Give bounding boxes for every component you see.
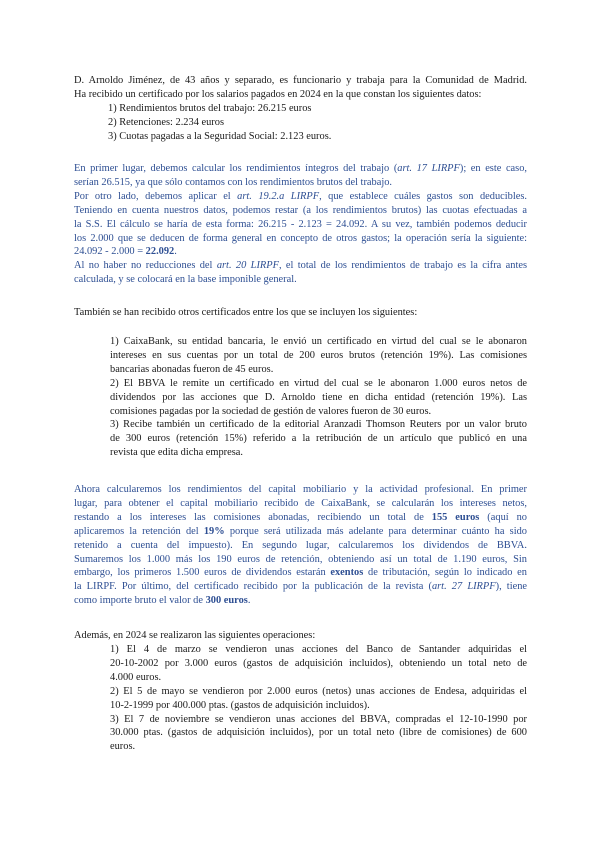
result-value: 22.092 — [145, 246, 175, 258]
list-item: intereses en sus cuentas por un total de 200 euros brutos (retención 19%). Las comisiones — [110, 349, 527, 361]
list-item: 1) El 4 de marzo se vendieron unas acciones del Banco de Santander adquiridas el — [110, 644, 527, 655]
text-line: la S.S. El cálculo se haría de esta forma: 26.215 - 2.123 = 24.092. A su vez, también podemos deducir — [74, 218, 527, 230]
text-line: como importe bruto el valor de 300 euros. — [74, 595, 251, 607]
law-reference: art. 27 LIRPF — [431, 581, 496, 593]
result-value: 19% — [203, 525, 225, 537]
result-value: 155 euros — [431, 511, 480, 523]
list-item: 3) Cuotas pagadas a la Seguridad Social: 2.123 euros. — [108, 130, 332, 142]
list-item: de 300 euros (retención 15%) referido a la retribución de un artículo que publicó en una — [110, 433, 527, 445]
list-item: comisiones pagadas por la sociedad de gestión de valores fueron de 30 euros. — [110, 405, 432, 417]
text-line: Al no haber no reducciones del art. 20 LIRPF, el total de los rendimientos de trabajo es la cifra antes — [74, 260, 527, 272]
text-line: En primer lugar, debemos calcular los rendimientos íntegros del trabajo (art. 17 LIRPF); en este caso, — [74, 163, 527, 174]
text-line: Por otro lado, debemos aplicar el art. 19.2.a LIRPF, que establece cuáles gastos son deducibles. — [74, 190, 527, 202]
list-item: 10-2-1999 por 400.000 ptas. (gastos de adquisición incluidos). — [110, 699, 370, 711]
list-item: bancarias abonadas fueron de 45 euros. — [110, 363, 274, 375]
text-line: 24.092 - 2.000 = 22.092. — [74, 246, 177, 258]
certificates-list — [74, 335, 527, 460]
list-item: revista que edita dicha empresa. — [110, 447, 243, 459]
law-reference: art. 17 LIRPF — [397, 163, 460, 174]
list-item: 4.000 euros. — [110, 671, 162, 683]
list-item: 2) El 5 de mayo se vendieron por 2.000 euros (netos) unas acciones de Endesa, adquiridas el — [110, 685, 527, 697]
result-value: 300 euros — [205, 595, 248, 607]
operations-list — [74, 643, 527, 754]
list-item: euros. — [110, 741, 136, 753]
text-line: aplicaremos la retención del 19% porque será utilizada más adelante para determinar cuánto ha sido — [74, 525, 528, 537]
law-reference: art. 19.2.a LIRPF — [237, 190, 320, 202]
text-line: calculada, y se colocará en la base imponible general. — [74, 274, 297, 286]
list-item: 20-10-2002 por 3.000 euros (gastos de adquisición incluidos), obteniendo un total neto de — [110, 657, 527, 669]
text-line: Además, en 2024 se realizaron las siguientes operaciones: — [74, 630, 316, 641]
text-line: lugar, para obtener el capital mobiliario recibido de CaixaBank, se calcularán los intereses netos, — [74, 497, 527, 509]
text-line: serían 26.515, ya que sólo contamos con los rendimientos brutos del trabajo. — [74, 176, 393, 188]
text-line: Teniendo en cuenta nuestros datos, podemos restar (a los rendimientos brutos) las cuotas efectuadas a — [74, 204, 527, 216]
text-line: Ahora calcularemos los rendimientos del capital mobiliario y la actividad profesional. En primer — [74, 484, 527, 495]
list-item: 2) El BBVA le remite un certificado en virtud del cual se le abonaron 1.000 euros netos de — [110, 377, 527, 389]
text-line: los 2.000 que se deducen de forma general en concepto de otros gastos; la operación sería la siguiente: — [74, 232, 527, 244]
text-line: retenido a cuenta del impuesto). En segundo lugar, calcularemos los dividendos de BBVA. — [74, 539, 527, 551]
list-item: 3) El 7 de noviembre se vendieron unas acciones del BBVA, compradas el 12-10-1990 por — [110, 713, 527, 725]
case-statement — [74, 74, 527, 144]
list-item: dividendos por las acciones que D. Arnoldo tiene en dicha entidad (retención 19%). Las — [110, 391, 527, 403]
law-reference: art. 20 LIRPF — [216, 260, 279, 272]
list-item: 3) Recibe también un certificado de la editorial Aranzadi Thomson Reuters por un valor bruto — [110, 419, 527, 431]
list-item: 2) Retenciones: 2.234 euros — [108, 116, 225, 128]
text-line: Sumaremos los 1.000 más los 190 euros de retención, obteniendo así un total de 1.190 euros, Sin — [74, 553, 527, 565]
text-line: restando a los intereses las comisiones abonadas, recibiendo un total de 155 euros (aquí no — [74, 511, 527, 523]
text-line: D. Arnoldo Jiménez, de 43 años y separado, es funcionario y trabaja para la Comunidad de Madrid. — [74, 75, 527, 86]
text-line: embargo, los primeros 1.500 euros de dividendos estarán exentos de tributación, según lo indicado en — [74, 567, 527, 579]
list-item: 1) Rendimientos brutos del trabajo: 26.215 euros — [108, 102, 312, 114]
list-item: 30.000 ptas. (gastos de adquisición incluidos), por un total neto (libre de comisiones) de 600 — [110, 727, 527, 739]
work-income-answer — [74, 162, 527, 287]
text-line: Ha recibido un certificado por los salarios pagados en 2024 en la que constan los siguientes datos: — [74, 88, 482, 100]
text-line: la LIRPF. Por último, del certificado recibido por la publicación de la revista (art. 27 LIRPF), tiene — [74, 581, 527, 593]
operations-intro — [74, 629, 527, 643]
capital-income-answer — [74, 483, 527, 608]
text-line: También se han recibido otros certificados entre los que se incluyen los siguientes: — [74, 307, 418, 318]
list-item: 1) CaixaBank, su entidad bancaria, le envió un certificado en virtud del cual se le abonaron — [110, 336, 527, 347]
certificates-intro — [74, 306, 527, 320]
result-value: exentos — [330, 567, 364, 579]
